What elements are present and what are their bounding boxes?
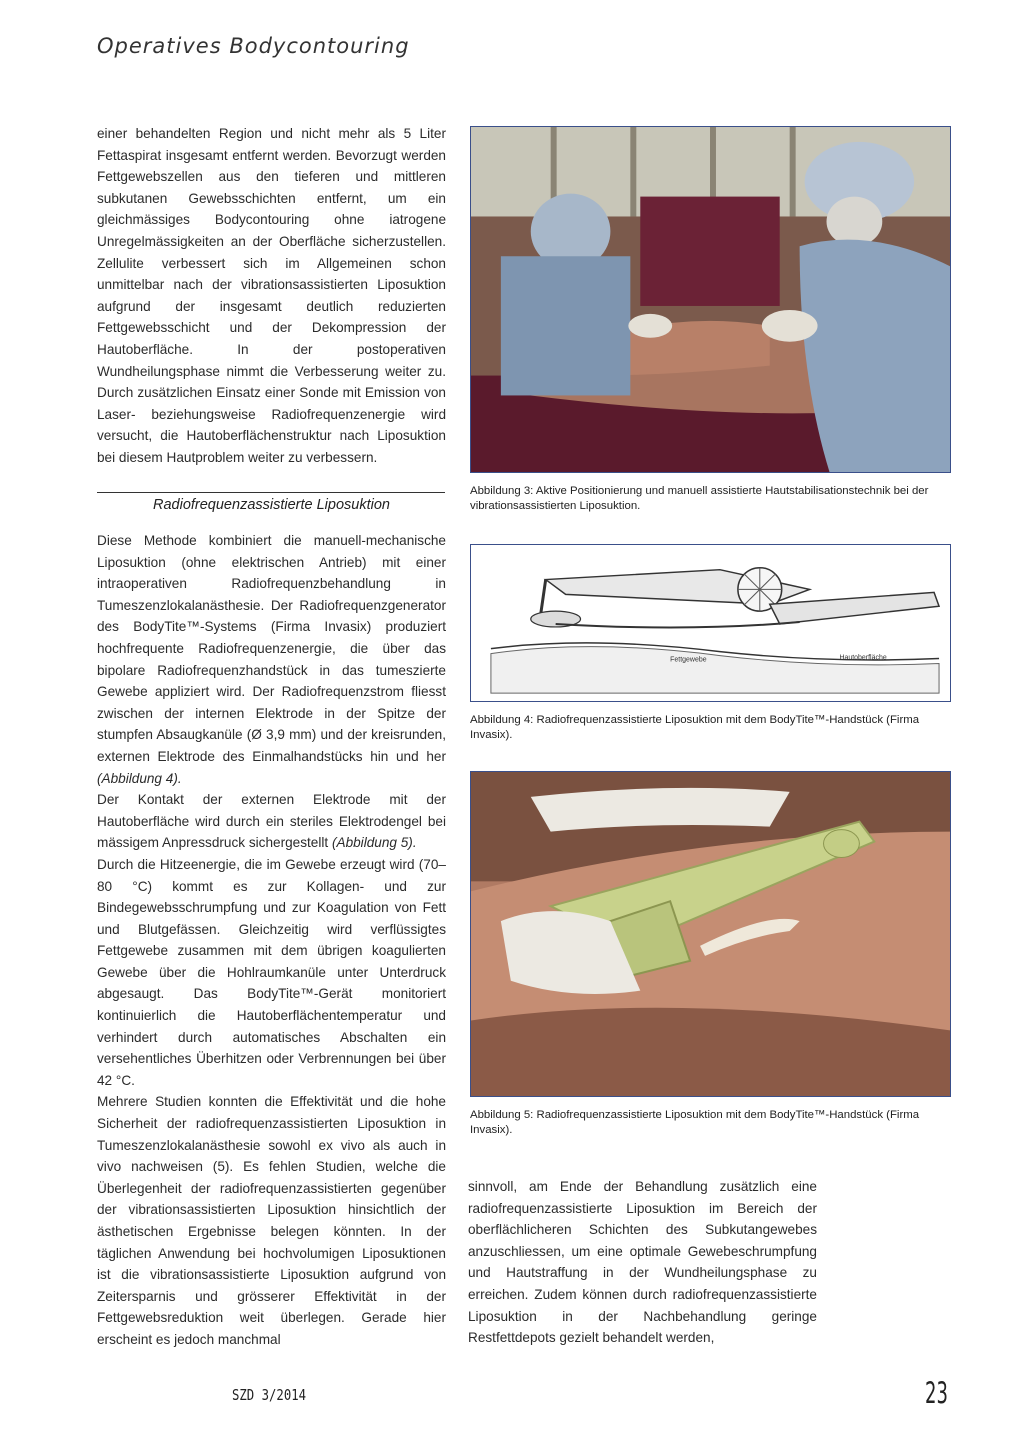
figure-4-drawing (470, 544, 951, 702)
bodytite-handpiece-drawing (471, 545, 950, 701)
running-title: Operatives Bodycontouring (97, 34, 410, 58)
paragraph-2b: Der Kontakt der externen Elektrode mit der Hautoberfläche wird durch ein steriles Elektrodengel bei mässigem Anpressdruck sichergestellt (97, 792, 446, 851)
figure-5-photo (470, 771, 951, 1097)
label-fat-tissue: Fettgewebe (670, 656, 707, 664)
surgery-photo-illustration (471, 127, 950, 472)
section-heading: Radiofrequenzassistierte Liposuktion (153, 497, 390, 513)
body-paragraph-3: sinnvoll, am Ende der Behandlung zusätzlich eine radiofrequenzassistierte Liposuktion im Bereich der oberflächlicheren Schichten des Subkutangewebes anzuschliessen, um eine optimale Gewebeschrumpfung und Hautstraffung in der Wundheilungsphase zu erreichen. Zudem können durch radiofrequenzassistierte Liposuktion in der Nachbehandlung geringe Restfettdepots gezielt behandelt werden, (468, 1179, 817, 1346)
body-paragraph-1: einer behandelten Region und nicht mehr als 5 Liter Fettaspirat insgesamt entfernt werden. Bevorzugt werden Fettgewebszellen aus den tieferen und mittleren subkutanen Gewebsschichten entfernt, um ein gleichmässiges Bodycontouring ohne iatrogene Unregelmässigkeiten an der Oberfläche sicherzustellen. Zellulite verbessert sich im Allgemeinen schon unmittelbar nach der vibrationsassistierten Liposuktion aufgrund der insgesamt deutlich reduzierten Fettgewebsschicht und der Dekompression der Hautoberfläche. In der postoperativen Wundheilungsphase nimmt die Verbesserung weiter zu. Durch zusätzlichen Einsatz einer Sonde mit Emission von Laser- beziehungsweise Radiofrequenzenergie wird versucht, die Hautoberflächenstruktur nach Liposuktion bei diesem Hautproblem weiter zu verbessern. (97, 126, 446, 465)
figure-4-caption: Abbildung 4: Radiofrequenzassistierte Liposuktion mit dem BodyTite™-Handstück (Firma Invasix). (470, 714, 920, 741)
figure-reference-5: (Abbildung 5). (331, 835, 417, 851)
handpiece-photo-illustration (471, 772, 950, 1096)
label-skin-surface: Hautoberfläche (839, 654, 887, 662)
figure-3-caption: Abbildung 3: Aktive Positionierung und manuell assistierte Hautstabilisationstechnik bei der vibrationsassistierten Liposuktion. (470, 485, 929, 512)
figure-3-photo (470, 126, 951, 473)
page-number: 23 (925, 1376, 948, 1410)
section-divider (97, 492, 445, 493)
paragraph-2a: Diese Methode kombiniert die manuell-mechanische Liposuktion (ohne elektrischen Antrieb) mit einer intraoperativen Radiofrequenzbehandlung in Tumeszenzlokalanästhesie. Der Radiofrequenzgenerator des BodyTite™-Systems (Firma Invasix) produziert hochfrequente Radiofrequenzenergie, die über das bipolare Radiofrequenzhandstück in das tumeszierte Gewebe appliziert wird. Der Radiofrequenzstrom fliesst zwischen der internen Elektrode in der Spitze der stumpfen Absaugkanüle (Ø 3,9 mm) und der kreisrunden, externen Elektrode des Einmalhandstücks hin und her (97, 533, 446, 764)
paragraph-2d: Mehrere Studien konnten die Effektivität und die hohe Sicherheit der radiofrequenzassistierten Liposuktion in Tumeszenzlokalanästhesie sowohl ex vivo als auch in vivo nachweisen (5). Es fehlen Studien, welche die Überlegenheit der radiofrequenzassistierten gegenüber der vibrationsassistierten Liposuktion hinsichtlich der ästhetischen Ergebnisse belegen könnten. In der täglichen Anwendung bei hochvolumigen Liposuktionen ist die vibrationsassistierte Liposuktion aufgrund von Zeitersparnis und grösserer Effektivität in der Fettgewebsreduktion weit überlegen. Gerade hier erscheint es jedoch manchmal (97, 1094, 446, 1347)
figure-5-caption: Abbildung 5: Radiofrequenzassistierte Liposuktion mit dem BodyTite™-Handstück (Firma Invasix). (470, 1109, 920, 1136)
figure-reference-4: (Abbildung 4). (97, 770, 182, 786)
paragraph-2c: Durch die Hitzeenergie, die im Gewebe erzeugt wird (70–80 °C) kommt es zur Kollagen- und zur Bindegewebsschrumpfung und zur Koagulation von Fett und Blutgefässen. Gleichzeitig wird verflüssigtes Fettgewebe zusammen mit dem übrigen koagulierten Gewebe über die Hohlraumkanüle unter Unterdruck abgesaugt. Das BodyTite™-Gerät monitoriert kontinuierlich die Hautoberflächentemperatur und verhindert durch automatisches Abschalten ein versehentliches Überhitzen oder Verbrennungen bei über 42 °C. (97, 856, 446, 1088)
body-paragraph-2 (97, 530, 446, 1351)
journal-issue: SZD 3/2014 (232, 1386, 307, 1404)
